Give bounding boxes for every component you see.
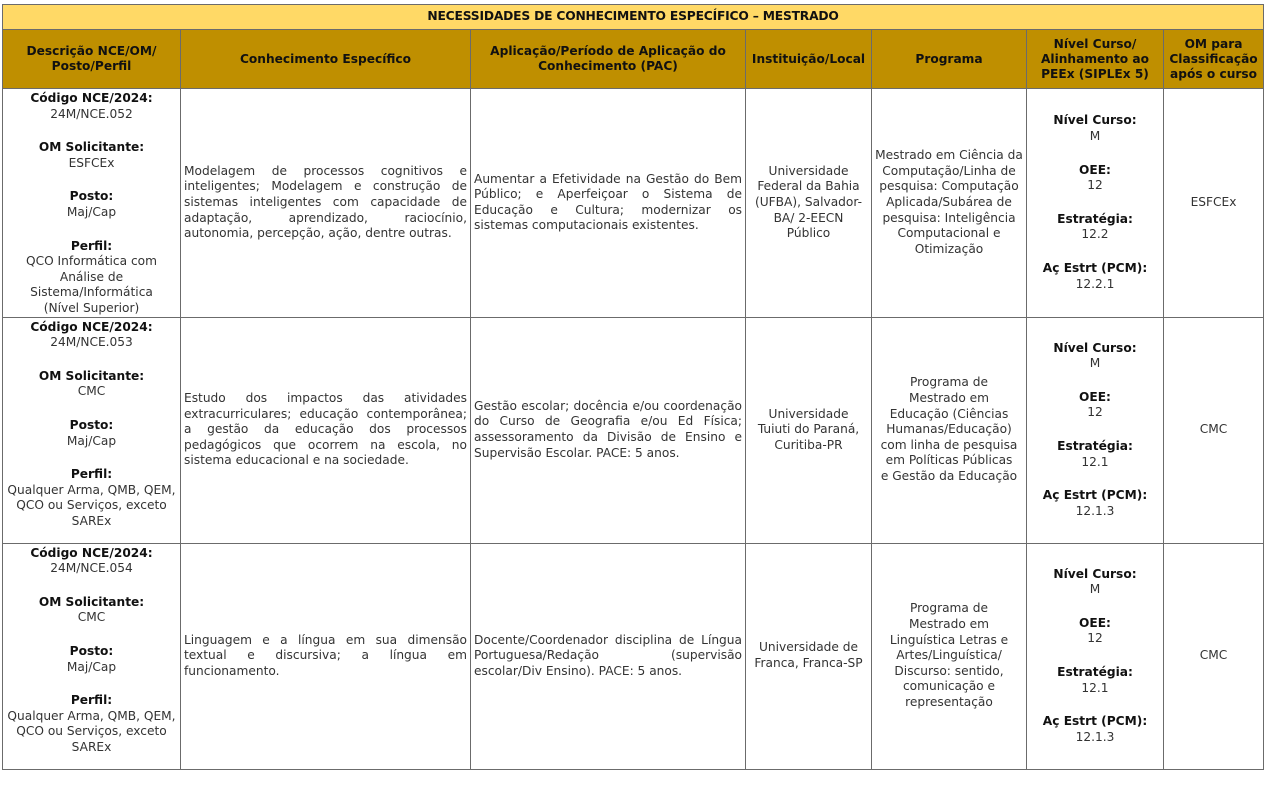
aplicacao-cell: Docente/Coordenador disciplina de Língua Portuguesa/Redação (supervisão escolar/Div Ensino). PACE: 5 anos.	[471, 543, 746, 769]
programa-cell: Programa de Mestrado em Educação (Ciências Humanas/Educação) com linha de pesquisa em Políticas Públicas e Gestão da Educação	[872, 317, 1027, 543]
oee-value: 12	[1087, 405, 1103, 420]
om-solicitante-label: OM Solicitante:	[38, 368, 145, 383]
posto-label: Posto:	[69, 643, 114, 658]
programa-cell: Programa de Mestrado em Linguística Letras e Artes/Linguística/ Discurso: sentido, comunicação e representação	[872, 543, 1027, 769]
perfil-value: Qualquer Arma, QMB, QEM, QCO ou Serviços, exceto SAREx	[7, 708, 176, 754]
header-programa: Programa	[872, 30, 1027, 89]
programa-cell: Mestrado em Ciência da Computação/Linha de pesquisa: Computação Aplicada/Subárea de pesquisa: Inteligência Computacional e Otimização	[872, 89, 1027, 318]
posto-label: Posto:	[69, 189, 114, 204]
oee-label: OEE:	[1079, 162, 1111, 177]
om-solicitante-label: OM Solicitante:	[38, 594, 145, 609]
descricao-cell	[3, 89, 181, 318]
nivel-cell	[1027, 89, 1164, 318]
conhecimento-cell: Estudo dos impactos das atividades extracurriculares; educação contemporânea; a gestão da educação dos processos pedagógicos que ocorrem na escola, no sistema educacional e na sociedade.	[181, 317, 471, 543]
instituicao-cell: Universidade Federal da Bahia (UFBA), Salvador-BA/ 2-EECN Público	[746, 89, 872, 318]
header-descricao: Descrição NCE/OM/ Posto/Perfil	[3, 30, 181, 89]
om-solicitante-value: CMC	[77, 384, 106, 399]
posto-label: Posto:	[69, 417, 114, 432]
posto-value: Maj/Cap	[66, 659, 117, 674]
nivel-cell	[1027, 317, 1164, 543]
table-row	[3, 89, 1264, 318]
codigo-label: Código NCE/2024:	[30, 545, 153, 560]
aplicacao-cell: Gestão escolar; docência e/ou coordenação do Curso de Geografia e/ou Ed Física; assessoramento da Divisão de Ensino e Supervisão Escolar. PACE: 5 anos.	[471, 317, 746, 543]
estrategia-value: 12.1	[1081, 680, 1109, 695]
oee-value: 12	[1087, 631, 1103, 646]
header-om: OM para Classificação após o curso	[1164, 30, 1264, 89]
estrategia-value: 12.2	[1081, 227, 1109, 242]
oee-value: 12	[1087, 178, 1103, 193]
perfil-label: Perfil:	[70, 467, 113, 482]
perfil-label: Perfil:	[70, 693, 113, 708]
om-classificacao-cell: ESFCEx	[1164, 89, 1264, 318]
perfil-label: Perfil:	[70, 238, 113, 253]
om-solicitante-label: OM Solicitante:	[38, 140, 145, 155]
posto-value: Maj/Cap	[66, 433, 117, 448]
ac-estrt-label: Aç Estrt (PCM):	[1042, 714, 1148, 729]
header-aplicacao: Aplicação/Período de Aplicação do Conhecimento (PAC)	[471, 30, 746, 89]
estrategia-label: Estratégia:	[1057, 211, 1133, 226]
instituicao-cell: Universidade de Franca, Franca-SP	[746, 543, 872, 769]
codigo-label: Código NCE/2024:	[30, 319, 153, 334]
ac-estrt-value: 12.1.3	[1075, 729, 1115, 744]
oee-label: OEE:	[1079, 615, 1111, 630]
codigo-value: 24M/NCE.052	[50, 106, 133, 121]
om-classificacao-cell: CMC	[1164, 543, 1264, 769]
nivel-curso-label: Nível Curso:	[1053, 113, 1137, 128]
header-nivel: Nível Curso/ Alinhamento ao PEEx (SIPLEx 5)	[1027, 30, 1164, 89]
ac-estrt-value: 12.1.3	[1075, 503, 1115, 518]
table-title: NECESSIDADES DE CONHECIMENTO ESPECÍFICO – MESTRADO	[3, 5, 1264, 30]
table-row	[3, 543, 1264, 769]
nce-table	[2, 4, 1264, 770]
ac-estrt-label: Aç Estrt (PCM):	[1042, 488, 1148, 503]
instituicao-cell: Universidade Tuiuti do Paraná, Curitiba-PR	[746, 317, 872, 543]
conhecimento-cell: Linguagem e a língua em sua dimensão textual e discursiva; a língua em funcionamento.	[181, 543, 471, 769]
codigo-value: 24M/NCE.053	[50, 335, 133, 350]
om-solicitante-value: CMC	[77, 610, 106, 625]
nivel-curso-label: Nível Curso:	[1053, 566, 1137, 581]
conhecimento-cell: Modelagem de processos cognitivos e inteligentes; Modelagem e construção de sistemas inteligentes com capacidade de adaptação, aprendizado, raciocínio, autonomia, percepção, ação, dentre outras.	[181, 89, 471, 318]
nivel-cell	[1027, 543, 1164, 769]
nivel-curso-value: M	[1089, 356, 1101, 371]
codigo-value: 24M/NCE.054	[50, 561, 133, 576]
nivel-curso-value: M	[1089, 582, 1101, 597]
oee-label: OEE:	[1079, 389, 1111, 404]
table-row	[3, 317, 1264, 543]
ac-estrt-label: Aç Estrt (PCM):	[1042, 260, 1148, 275]
descricao-cell	[3, 317, 181, 543]
descricao-cell	[3, 543, 181, 769]
estrategia-value: 12.1	[1081, 454, 1109, 469]
perfil-value: QCO Informática com Análise de Sistema/Informática (Nível Superior)	[25, 254, 157, 315]
nivel-curso-value: M	[1089, 128, 1101, 143]
ac-estrt-value: 12.2.1	[1075, 276, 1115, 291]
header-instituicao: Instituição/Local	[746, 30, 872, 89]
posto-value: Maj/Cap	[66, 204, 117, 219]
header-conhecimento: Conhecimento Específico	[181, 30, 471, 89]
om-classificacao-cell: CMC	[1164, 317, 1264, 543]
estrategia-label: Estratégia:	[1057, 665, 1133, 680]
estrategia-label: Estratégia:	[1057, 439, 1133, 454]
perfil-value: Qualquer Arma, QMB, QEM, QCO ou Serviços, exceto SAREx	[7, 482, 176, 528]
om-solicitante-value: ESFCEx	[68, 155, 115, 170]
aplicacao-cell: Aumentar a Efetividade na Gestão do Bem Público; e Aperfeiçoar o Sistema de Educação e Cultura; modernizar os sistemas computacionais existentes.	[471, 89, 746, 318]
codigo-label: Código NCE/2024:	[30, 91, 153, 105]
nivel-curso-label: Nível Curso:	[1053, 340, 1137, 355]
